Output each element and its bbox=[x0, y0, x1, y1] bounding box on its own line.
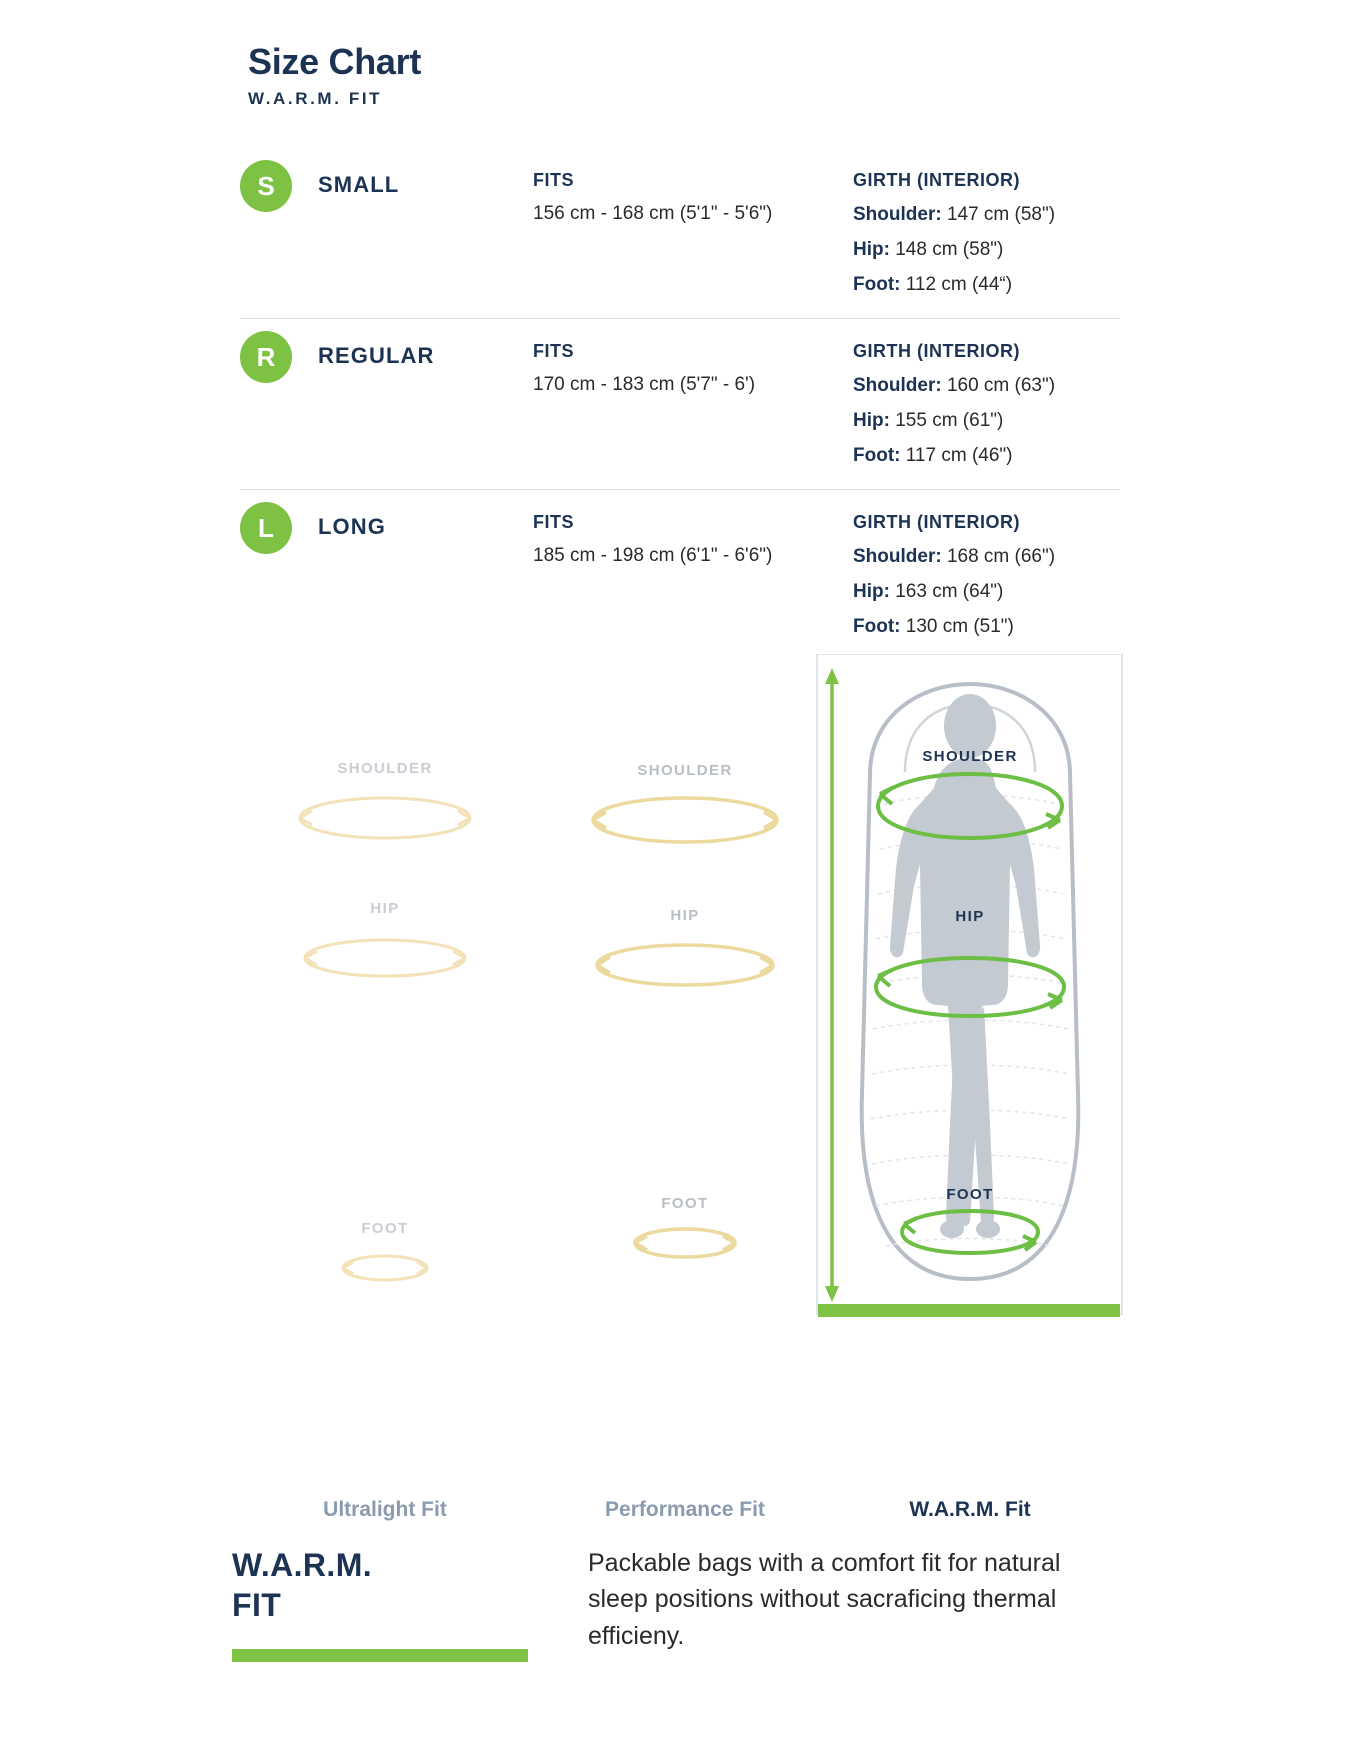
size-badge-cell bbox=[240, 331, 318, 383]
fits-value-long: 185 cm - 198 cm (6'1" - 6'6") bbox=[533, 545, 773, 566]
fits-value-regular: 170 cm - 183 cm (5'7" - 6') bbox=[533, 374, 756, 395]
fits-cell bbox=[533, 331, 853, 396]
foot-ring-icon bbox=[230, 1240, 540, 1330]
table-row bbox=[240, 148, 1120, 319]
girth-hip-label: Hip: bbox=[853, 410, 890, 431]
girth-shoulder-small bbox=[853, 204, 1120, 226]
fits-label: FITS bbox=[533, 512, 574, 532]
girth-foot-value: 130 cm (51") bbox=[905, 616, 1014, 637]
fits-cell bbox=[533, 160, 853, 225]
fit-caption-ultralight: Ultralight Fit bbox=[323, 1498, 447, 1521]
girth-label: GIRTH (INTERIOR) bbox=[853, 512, 1020, 532]
size-name-regular: REGULAR bbox=[318, 343, 435, 368]
size-badge-long: L bbox=[240, 502, 292, 554]
girth-hip-value: 163 cm (64") bbox=[895, 581, 1004, 602]
girth-cell bbox=[853, 331, 1120, 467]
size-badge-small: S bbox=[240, 160, 292, 212]
fit-diagram-warm bbox=[810, 712, 1130, 1522]
girth-shoulder-label: Shoulder: bbox=[853, 204, 942, 225]
shoulder-ring-icon bbox=[530, 782, 840, 892]
foot-ring-label: FOOT bbox=[946, 1186, 994, 1203]
girth-shoulder-long bbox=[853, 546, 1120, 568]
girth-hip-regular bbox=[853, 410, 1120, 432]
fit-comparison-diagrams bbox=[210, 712, 1150, 1522]
hip-ring-icon bbox=[230, 920, 540, 1030]
size-table bbox=[240, 148, 1120, 660]
fit-diagram-performance bbox=[530, 712, 840, 1522]
hip-ring-label: HIP bbox=[670, 907, 700, 924]
girth-hip-label: Hip: bbox=[853, 239, 890, 260]
girth-foot-label: Foot: bbox=[853, 616, 901, 637]
shoulder-ring-label: SHOULDER bbox=[922, 748, 1018, 765]
girth-shoulder-label: Shoulder: bbox=[853, 375, 942, 396]
girth-cell bbox=[853, 160, 1120, 296]
fit-title-line2: FIT bbox=[232, 1587, 282, 1623]
girth-shoulder-label: Shoulder: bbox=[853, 546, 942, 567]
girth-hip-value: 148 cm (58") bbox=[895, 239, 1004, 260]
girth-hip-value: 155 cm (61") bbox=[895, 410, 1004, 431]
fits-value-small: 156 cm - 168 cm (5'1" - 5'6") bbox=[533, 203, 773, 224]
girth-foot-regular bbox=[853, 445, 1120, 467]
girth-hip-label: Hip: bbox=[853, 581, 890, 602]
hip-ring-label: HIP bbox=[370, 900, 400, 917]
page-header bbox=[248, 42, 421, 109]
girth-foot-value: 117 cm (46") bbox=[905, 445, 1013, 466]
size-badge-cell bbox=[240, 502, 318, 554]
girth-hip-long bbox=[853, 581, 1120, 603]
fits-label: FITS bbox=[533, 170, 574, 190]
girth-foot-small bbox=[853, 274, 1120, 296]
table-row bbox=[240, 319, 1120, 490]
girth-shoulder-value: 168 cm (66") bbox=[946, 546, 1056, 567]
table-row bbox=[240, 490, 1120, 660]
girth-shoulder-regular bbox=[853, 375, 1120, 397]
foot-ring-icon bbox=[530, 1215, 840, 1305]
page-subtitle: W.A.R.M. FIT bbox=[248, 88, 383, 108]
girth-foot-value: 112 cm (44“) bbox=[905, 274, 1013, 295]
fits-label: FITS bbox=[533, 341, 574, 361]
accent-bar bbox=[232, 1649, 528, 1662]
foot-ring-label: FOOT bbox=[361, 1220, 409, 1237]
fit-caption-warm: W.A.R.M. Fit bbox=[909, 1498, 1031, 1521]
size-name-small: SMALL bbox=[318, 172, 400, 197]
fit-title-line1: W.A.R.M. bbox=[232, 1547, 373, 1583]
size-name-long: LONG bbox=[318, 514, 386, 539]
girth-foot-long bbox=[853, 616, 1120, 638]
fits-cell bbox=[533, 502, 853, 567]
fit-description-heading bbox=[232, 1545, 532, 1662]
page-title: Size Chart bbox=[248, 41, 422, 82]
foot-ring-label: FOOT bbox=[661, 1195, 709, 1212]
girth-label: GIRTH (INTERIOR) bbox=[853, 170, 1020, 190]
girth-label: GIRTH (INTERIOR) bbox=[853, 341, 1020, 361]
shoulder-ring-icon bbox=[230, 780, 540, 890]
girth-shoulder-value: 147 cm (58") bbox=[946, 204, 1056, 225]
size-badge-cell bbox=[240, 160, 318, 212]
fit-description-text: Packable bags with a comfort fit for natural sleep positions without sacraficing thermal efficieny. bbox=[588, 1549, 1061, 1650]
hip-ring-label: HIP bbox=[955, 908, 985, 925]
hip-ring-icon bbox=[530, 927, 840, 1037]
size-badge-regular: R bbox=[240, 331, 292, 383]
fit-diagram-ultralight bbox=[230, 712, 540, 1522]
shoulder-ring-label: SHOULDER bbox=[637, 762, 733, 779]
shoulder-ring-label: SHOULDER bbox=[337, 760, 433, 777]
girth-cell bbox=[853, 502, 1120, 638]
girth-hip-small bbox=[853, 239, 1120, 261]
girth-foot-label: Foot: bbox=[853, 274, 901, 295]
fit-caption-performance: Performance Fit bbox=[605, 1498, 765, 1521]
girth-shoulder-value: 160 cm (63") bbox=[946, 375, 1056, 396]
girth-foot-label: Foot: bbox=[853, 445, 901, 466]
